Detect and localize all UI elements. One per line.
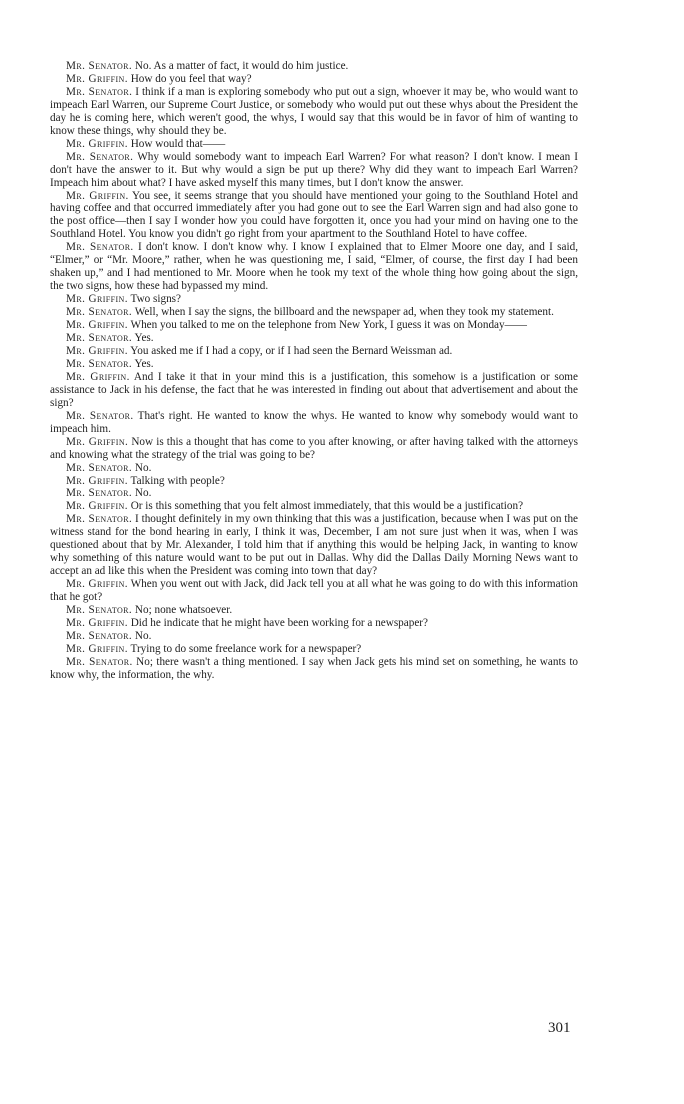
testimony-paragraph bbox=[50, 73, 578, 86]
speaker-text: When you talked to me on the telephone from New York, I guess it was on Monday—— bbox=[130, 319, 527, 332]
speaker-label: Mr. Senator. bbox=[66, 150, 134, 163]
speaker-text: No. bbox=[134, 629, 152, 642]
speaker-label: Mr. Senator. bbox=[66, 513, 133, 526]
speaker-label: Mr. Senator. bbox=[66, 332, 133, 345]
testimony-paragraph bbox=[50, 60, 578, 73]
speaker-label: Mr. Senator. bbox=[66, 461, 133, 474]
speaker-label: Mr. Griffin. bbox=[66, 319, 128, 332]
testimony-paragraph bbox=[50, 306, 578, 319]
speaker-text: I think if a man is exploring somebody who put out a sign, whoever it may be, who would want to impeach Earl Warren, our Supreme Court Justice, or somebody who would put out these whys about the President the day he is coming here, which weren't good, the whys, I would say that this would be in favor of him of wanting to know these things, why should they be. bbox=[50, 85, 579, 137]
speaker-text: You asked me if I had a copy, or if I had seen the Bernard Weissman ad. bbox=[130, 344, 453, 357]
testimony-paragraph bbox=[50, 371, 578, 410]
speaker-label: Mr. Senator. bbox=[66, 655, 133, 668]
testimony-paragraph bbox=[50, 500, 578, 513]
speaker-text: Or is this something that you felt almost immediately, that this would be a justification? bbox=[130, 500, 524, 513]
testimony-paragraph bbox=[50, 410, 578, 436]
speaker-label: Mr. Griffin. bbox=[66, 370, 130, 383]
testimony-paragraph bbox=[50, 617, 578, 630]
speaker-text: You see, it seems strange that you should have mentioned your going to the Southland Hotel and having coffee and that occurred immediately after you had gone out to see the Earl Warren sign and had also gone to the post office—then I say I wonder how you could have forgotten it, once you had your mind on having one to the Southland Hotel. You know you didn't go right from your apartment to the Southland Hotel to have coffee. bbox=[50, 189, 578, 241]
testimony-paragraph bbox=[50, 345, 578, 358]
testimony-paragraph bbox=[50, 293, 578, 306]
speaker-text: Now is this a thought that has come to you after knowing, or after having talked with the attorneys and knowing what the strategy of the trial was going to be? bbox=[50, 435, 578, 461]
testimony-paragraph bbox=[50, 487, 578, 500]
speaker-label: Mr. Griffin. bbox=[66, 474, 128, 487]
speaker-label: Mr. Griffin. bbox=[66, 642, 128, 655]
testimony-paragraph bbox=[50, 319, 578, 332]
speaker-label: Mr. Griffin. bbox=[66, 293, 128, 306]
testimony-paragraph bbox=[50, 138, 578, 151]
testimony-paragraph bbox=[50, 604, 578, 617]
speaker-label: Mr. Senator. bbox=[66, 306, 133, 319]
testimony-transcript bbox=[50, 60, 578, 682]
speaker-label: Mr. Griffin. bbox=[66, 616, 128, 629]
speaker-label: Mr. Senator. bbox=[66, 487, 133, 500]
speaker-label: Mr. Griffin. bbox=[66, 189, 129, 202]
speaker-label: Mr. Senator. bbox=[66, 604, 133, 617]
speaker-label: Mr. Senator. bbox=[66, 409, 134, 422]
speaker-text: That's right. He wanted to know the whys. He wanted to know why somebody would want to impeach him. bbox=[50, 409, 578, 435]
page-number: 301 bbox=[548, 1020, 571, 1036]
speaker-text: How do you feel that way? bbox=[130, 72, 252, 85]
speaker-label: Mr. Griffin. bbox=[66, 137, 128, 150]
speaker-text: Why would somebody want to impeach Earl Warren? For what reason? I don't know. I mean I don't have the answer to it. But why would a sign be put up there? Why did they want to impeach Earl Warren? Impeach him about what? I have asked myself this many times, but I don't know the answer. bbox=[50, 150, 578, 189]
speaker-label: Mr. Senator. bbox=[66, 85, 133, 98]
speaker-text: Yes. bbox=[134, 332, 154, 345]
testimony-paragraph bbox=[50, 643, 578, 656]
speaker-label: Mr. Griffin. bbox=[66, 344, 128, 357]
speaker-label: Mr. Griffin. bbox=[66, 435, 129, 448]
testimony-paragraph bbox=[50, 462, 578, 475]
testimony-paragraph bbox=[50, 436, 578, 462]
speaker-label: Mr. Senator. bbox=[66, 357, 133, 370]
speaker-text: Well, when I say the signs, the billboard and the newspaper ad, when they took my statement. bbox=[134, 306, 554, 319]
speaker-text: I thought definitely in my own thinking that this was a justification, because when I was put on the witness stand for the bond hearing in early, I think it was, December, I am not sure just when it was, when I was questioned about that by Mr. Alexander, I told him that if anything this would be helping Jack, in wanting to know why something of this nature would want to be put out in Dallas. Why did the Dallas Daily Morning News want to accept an ad like this when the President was coming into town that day? bbox=[50, 513, 579, 578]
testimony-paragraph bbox=[50, 513, 578, 578]
speaker-text: No; none whatsoever. bbox=[134, 604, 233, 617]
testimony-paragraph bbox=[50, 630, 578, 643]
speaker-text: No. bbox=[134, 461, 152, 474]
speaker-label: Mr. Senator. bbox=[66, 629, 133, 642]
speaker-text: Did he indicate that he might have been working for a newspaper? bbox=[130, 616, 428, 629]
speaker-text: No. bbox=[134, 487, 152, 500]
speaker-text: And I take it that in your mind this is a justification, this somehow is a justification or some assistance to Jack in his defense, the fact that he was interested in finding out about that advertisement and about the sign? bbox=[50, 370, 578, 409]
speaker-text: I don't know. I don't know why. I know I explained that to Elmer Moore one day, and I said, “Elmer,” or “Mr. Moore,” rather, when he was questioning me, I said, “Elmer, of course, the first day I had been shaken up,” and I had mentioned to Mr. Moore when he took my text of the whole thing how going about the sign, the two signs, how these had bypassed my mind. bbox=[50, 241, 579, 293]
speaker-text: Trying to do some freelance work for a newspaper? bbox=[130, 642, 362, 655]
speaker-text: Talking with people? bbox=[130, 474, 225, 487]
speaker-label: Mr. Griffin. bbox=[66, 72, 128, 85]
testimony-paragraph bbox=[50, 151, 578, 190]
testimony-paragraph bbox=[50, 578, 578, 604]
speaker-text: When you went out with Jack, did Jack tell you at all what he was going to do with this information that he got? bbox=[50, 578, 578, 604]
speaker-text: How would that—— bbox=[130, 137, 226, 150]
speaker-text: No. As a matter of fact, it would do him justice. bbox=[134, 60, 349, 72]
speaker-text: Yes. bbox=[134, 357, 154, 370]
speaker-label: Mr. Griffin. bbox=[66, 500, 128, 513]
testimony-paragraph bbox=[50, 86, 578, 138]
speaker-label: Mr. Griffin. bbox=[66, 578, 128, 591]
testimony-paragraph bbox=[50, 475, 578, 488]
testimony-paragraph bbox=[50, 332, 578, 345]
speaker-text: Two signs? bbox=[130, 293, 182, 306]
speaker-text: No; there wasn't a thing mentioned. I say when Jack gets his mind set on something, he wants to know why, the information, the why. bbox=[50, 655, 579, 681]
testimony-paragraph bbox=[50, 190, 578, 242]
testimony-paragraph bbox=[50, 656, 578, 682]
testimony-paragraph bbox=[50, 241, 578, 293]
testimony-paragraph bbox=[50, 358, 578, 371]
speaker-label: Mr. Senator. bbox=[66, 60, 133, 72]
speaker-label: Mr. Senator. bbox=[66, 241, 134, 254]
